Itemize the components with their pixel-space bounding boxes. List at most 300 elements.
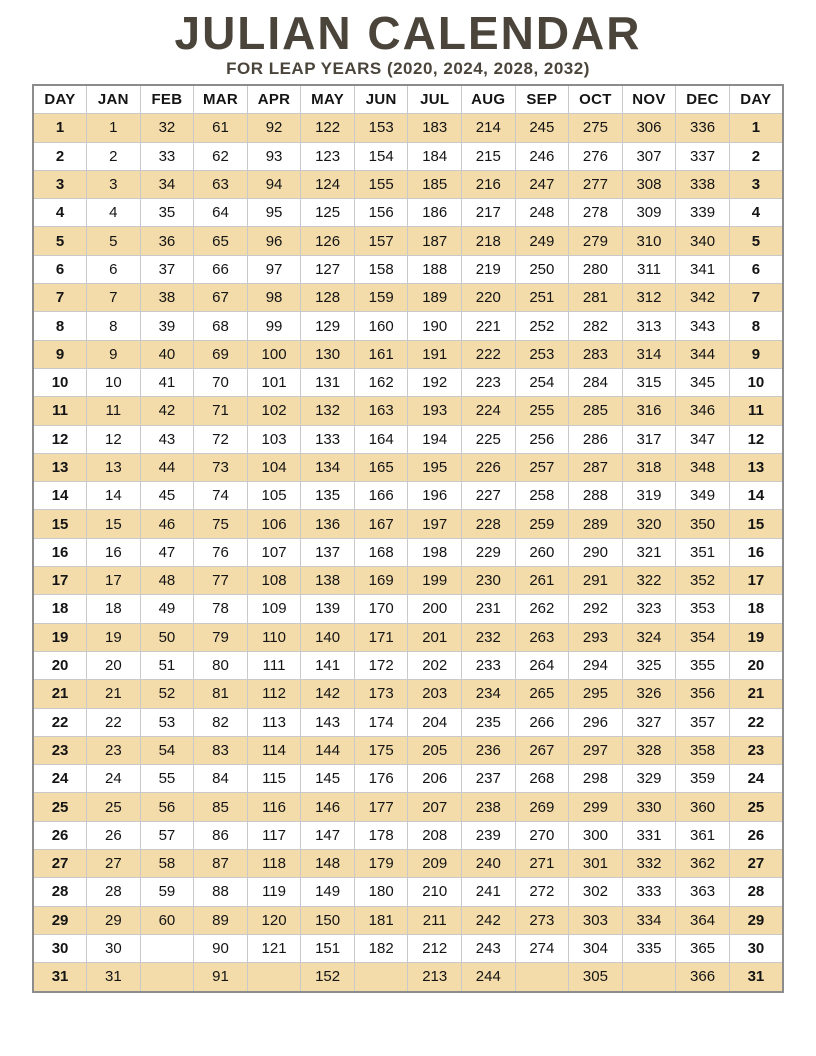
julian-day-cell: 66 xyxy=(194,255,248,283)
day-cell: 22 xyxy=(729,708,783,736)
julian-day-cell: 102 xyxy=(247,397,301,425)
julian-day-cell: 315 xyxy=(622,368,676,396)
day-cell: 29 xyxy=(33,906,87,934)
day-cell: 5 xyxy=(33,227,87,255)
julian-day-cell: 272 xyxy=(515,878,569,906)
julian-day-cell: 167 xyxy=(354,510,408,538)
julian-day-cell: 14 xyxy=(87,482,141,510)
julian-day-cell: 289 xyxy=(569,510,623,538)
day-cell: 31 xyxy=(729,963,783,992)
julian-day-cell: 132 xyxy=(301,397,355,425)
julian-day-cell: 28 xyxy=(87,878,141,906)
julian-day-cell: 68 xyxy=(194,312,248,340)
day-cell: 13 xyxy=(729,453,783,481)
julian-day-cell: 254 xyxy=(515,368,569,396)
julian-day-cell: 56 xyxy=(140,793,194,821)
julian-day-cell: 259 xyxy=(515,510,569,538)
day-cell: 4 xyxy=(729,199,783,227)
julian-day-cell: 326 xyxy=(622,680,676,708)
julian-day-cell: 64 xyxy=(194,199,248,227)
table-row xyxy=(33,708,783,736)
day-cell: 14 xyxy=(729,482,783,510)
julian-calendar-table xyxy=(32,84,784,993)
table-row xyxy=(33,878,783,906)
day-cell: 10 xyxy=(729,368,783,396)
julian-day-cell: 221 xyxy=(462,312,516,340)
julian-day-cell: 101 xyxy=(247,368,301,396)
julian-day-cell: 143 xyxy=(301,708,355,736)
day-cell: 27 xyxy=(33,850,87,878)
julian-day-cell: 142 xyxy=(301,680,355,708)
julian-day-cell: 240 xyxy=(462,850,516,878)
julian-day-cell: 88 xyxy=(194,878,248,906)
julian-day-cell: 242 xyxy=(462,906,516,934)
julian-day-cell: 248 xyxy=(515,199,569,227)
julian-day-cell: 228 xyxy=(462,510,516,538)
julian-day-cell: 119 xyxy=(247,878,301,906)
julian-day-cell: 245 xyxy=(515,114,569,142)
julian-day-cell: 320 xyxy=(622,510,676,538)
julian-day-cell: 140 xyxy=(301,623,355,651)
julian-day-cell: 226 xyxy=(462,453,516,481)
julian-day-cell: 33 xyxy=(140,142,194,170)
julian-day-cell: 284 xyxy=(569,368,623,396)
julian-day-cell: 166 xyxy=(354,482,408,510)
julian-day-cell: 203 xyxy=(408,680,462,708)
julian-day-cell: 227 xyxy=(462,482,516,510)
table-row xyxy=(33,114,783,142)
julian-day-cell: 239 xyxy=(462,821,516,849)
julian-day-cell: 48 xyxy=(140,567,194,595)
julian-day-cell: 331 xyxy=(622,821,676,849)
julian-day-cell: 2 xyxy=(87,142,141,170)
julian-day-cell: 278 xyxy=(569,199,623,227)
day-cell: 2 xyxy=(729,142,783,170)
julian-day-cell: 250 xyxy=(515,255,569,283)
julian-day-cell: 321 xyxy=(622,538,676,566)
julian-day-cell: 349 xyxy=(676,482,730,510)
julian-day-cell: 280 xyxy=(569,255,623,283)
julian-day-cell: 309 xyxy=(622,199,676,227)
julian-day-cell: 172 xyxy=(354,651,408,679)
julian-day-cell: 1 xyxy=(87,114,141,142)
table-row xyxy=(33,397,783,425)
table-row xyxy=(33,312,783,340)
julian-day-cell: 176 xyxy=(354,765,408,793)
julian-day-cell: 306 xyxy=(622,114,676,142)
header-row xyxy=(33,85,783,114)
julian-day-cell: 217 xyxy=(462,199,516,227)
julian-day-cell: 131 xyxy=(301,368,355,396)
julian-day-cell: 332 xyxy=(622,850,676,878)
julian-day-cell: 16 xyxy=(87,538,141,566)
julian-day-cell: 53 xyxy=(140,708,194,736)
julian-day-cell: 215 xyxy=(462,142,516,170)
day-cell: 8 xyxy=(33,312,87,340)
julian-day-cell: 114 xyxy=(247,736,301,764)
julian-day-cell: 125 xyxy=(301,199,355,227)
julian-day-cell: 319 xyxy=(622,482,676,510)
julian-day-cell: 300 xyxy=(569,821,623,849)
julian-day-cell: 124 xyxy=(301,170,355,198)
julian-day-cell: 115 xyxy=(247,765,301,793)
julian-day-cell: 163 xyxy=(354,397,408,425)
julian-day-cell: 6 xyxy=(87,255,141,283)
julian-day-cell: 17 xyxy=(87,567,141,595)
julian-day-cell: 207 xyxy=(408,793,462,821)
table-row xyxy=(33,538,783,566)
julian-day-cell: 190 xyxy=(408,312,462,340)
column-header: MAY xyxy=(301,85,355,114)
julian-day-cell: 225 xyxy=(462,425,516,453)
day-cell: 18 xyxy=(33,595,87,623)
table-row xyxy=(33,850,783,878)
column-header: MAR xyxy=(194,85,248,114)
julian-day-cell: 243 xyxy=(462,934,516,962)
julian-day-cell: 82 xyxy=(194,708,248,736)
day-cell: 18 xyxy=(729,595,783,623)
table-row xyxy=(33,255,783,283)
column-header: JAN xyxy=(87,85,141,114)
day-cell: 7 xyxy=(33,284,87,312)
julian-day-cell: 155 xyxy=(354,170,408,198)
julian-day-cell xyxy=(140,963,194,992)
julian-day-cell: 267 xyxy=(515,736,569,764)
julian-day-cell: 318 xyxy=(622,453,676,481)
table-row xyxy=(33,482,783,510)
julian-day-cell xyxy=(622,963,676,992)
julian-day-cell: 168 xyxy=(354,538,408,566)
day-cell: 9 xyxy=(729,340,783,368)
julian-day-cell: 61 xyxy=(194,114,248,142)
julian-day-cell: 363 xyxy=(676,878,730,906)
julian-day-cell: 45 xyxy=(140,482,194,510)
julian-day-cell: 134 xyxy=(301,453,355,481)
day-cell: 8 xyxy=(729,312,783,340)
julian-day-cell: 150 xyxy=(301,906,355,934)
julian-day-cell: 42 xyxy=(140,397,194,425)
table-row xyxy=(33,765,783,793)
julian-day-cell: 236 xyxy=(462,736,516,764)
julian-day-cell: 178 xyxy=(354,821,408,849)
julian-day-cell: 146 xyxy=(301,793,355,821)
julian-day-cell: 201 xyxy=(408,623,462,651)
julian-day-cell: 123 xyxy=(301,142,355,170)
julian-day-cell: 238 xyxy=(462,793,516,821)
julian-day-cell: 144 xyxy=(301,736,355,764)
julian-day-cell: 161 xyxy=(354,340,408,368)
julian-day-cell: 351 xyxy=(676,538,730,566)
julian-day-cell: 334 xyxy=(622,906,676,934)
julian-day-cell: 350 xyxy=(676,510,730,538)
julian-day-cell: 148 xyxy=(301,850,355,878)
julian-day-cell: 9 xyxy=(87,340,141,368)
table-head xyxy=(33,85,783,114)
julian-day-cell: 57 xyxy=(140,821,194,849)
julian-day-cell: 325 xyxy=(622,651,676,679)
julian-day-cell: 18 xyxy=(87,595,141,623)
julian-day-cell: 36 xyxy=(140,227,194,255)
day-cell: 12 xyxy=(33,425,87,453)
julian-day-cell: 244 xyxy=(462,963,516,992)
julian-day-cell: 241 xyxy=(462,878,516,906)
julian-day-cell: 126 xyxy=(301,227,355,255)
julian-day-cell: 52 xyxy=(140,680,194,708)
julian-day-cell: 32 xyxy=(140,114,194,142)
julian-day-cell: 232 xyxy=(462,623,516,651)
julian-day-cell: 157 xyxy=(354,227,408,255)
julian-day-cell: 174 xyxy=(354,708,408,736)
julian-day-cell: 192 xyxy=(408,368,462,396)
julian-day-cell: 229 xyxy=(462,538,516,566)
day-cell: 23 xyxy=(729,736,783,764)
julian-day-cell: 361 xyxy=(676,821,730,849)
julian-day-cell: 96 xyxy=(247,227,301,255)
julian-day-cell: 348 xyxy=(676,453,730,481)
day-cell: 12 xyxy=(729,425,783,453)
julian-day-cell: 266 xyxy=(515,708,569,736)
day-cell: 28 xyxy=(33,878,87,906)
table-row xyxy=(33,199,783,227)
julian-day-cell: 218 xyxy=(462,227,516,255)
julian-day-cell: 340 xyxy=(676,227,730,255)
julian-day-cell: 121 xyxy=(247,934,301,962)
julian-day-cell: 237 xyxy=(462,765,516,793)
day-cell: 19 xyxy=(729,623,783,651)
julian-day-cell: 290 xyxy=(569,538,623,566)
julian-day-cell: 338 xyxy=(676,170,730,198)
julian-day-cell: 216 xyxy=(462,170,516,198)
julian-day-cell: 23 xyxy=(87,736,141,764)
julian-day-cell: 87 xyxy=(194,850,248,878)
table-row xyxy=(33,680,783,708)
julian-day-cell: 156 xyxy=(354,199,408,227)
julian-day-cell: 209 xyxy=(408,850,462,878)
julian-day-cell: 274 xyxy=(515,934,569,962)
julian-day-cell: 173 xyxy=(354,680,408,708)
julian-day-cell: 335 xyxy=(622,934,676,962)
julian-day-cell: 106 xyxy=(247,510,301,538)
julian-day-cell: 339 xyxy=(676,199,730,227)
julian-day-cell: 55 xyxy=(140,765,194,793)
julian-day-cell: 212 xyxy=(408,934,462,962)
julian-day-cell: 260 xyxy=(515,538,569,566)
table-row xyxy=(33,793,783,821)
julian-day-cell: 5 xyxy=(87,227,141,255)
julian-day-cell: 110 xyxy=(247,623,301,651)
julian-day-cell: 283 xyxy=(569,340,623,368)
julian-day-cell: 117 xyxy=(247,821,301,849)
julian-day-cell: 24 xyxy=(87,765,141,793)
column-header: NOV xyxy=(622,85,676,114)
julian-day-cell: 107 xyxy=(247,538,301,566)
julian-day-cell: 322 xyxy=(622,567,676,595)
julian-day-cell: 85 xyxy=(194,793,248,821)
julian-day-cell: 199 xyxy=(408,567,462,595)
column-header: DAY xyxy=(729,85,783,114)
julian-day-cell: 195 xyxy=(408,453,462,481)
julian-day-cell: 265 xyxy=(515,680,569,708)
column-header: APR xyxy=(247,85,301,114)
julian-day-cell: 25 xyxy=(87,793,141,821)
julian-day-cell: 109 xyxy=(247,595,301,623)
julian-day-cell: 95 xyxy=(247,199,301,227)
julian-day-cell: 294 xyxy=(569,651,623,679)
julian-day-cell: 247 xyxy=(515,170,569,198)
table-row xyxy=(33,651,783,679)
julian-day-cell: 31 xyxy=(87,963,141,992)
julian-day-cell: 179 xyxy=(354,850,408,878)
julian-day-cell: 91 xyxy=(194,963,248,992)
julian-day-cell: 204 xyxy=(408,708,462,736)
julian-day-cell: 234 xyxy=(462,680,516,708)
julian-day-cell: 135 xyxy=(301,482,355,510)
day-cell: 24 xyxy=(729,765,783,793)
julian-day-cell: 316 xyxy=(622,397,676,425)
julian-day-cell: 359 xyxy=(676,765,730,793)
julian-day-cell: 310 xyxy=(622,227,676,255)
julian-day-cell: 165 xyxy=(354,453,408,481)
julian-day-cell: 69 xyxy=(194,340,248,368)
day-cell: 17 xyxy=(729,567,783,595)
julian-day-cell: 231 xyxy=(462,595,516,623)
julian-day-cell: 62 xyxy=(194,142,248,170)
julian-day-cell: 211 xyxy=(408,906,462,934)
julian-day-cell: 138 xyxy=(301,567,355,595)
julian-day-cell: 286 xyxy=(569,425,623,453)
julian-day-cell: 345 xyxy=(676,368,730,396)
julian-day-cell: 219 xyxy=(462,255,516,283)
julian-day-cell: 193 xyxy=(408,397,462,425)
julian-day-cell: 307 xyxy=(622,142,676,170)
julian-day-cell: 47 xyxy=(140,538,194,566)
day-cell: 24 xyxy=(33,765,87,793)
julian-day-cell: 70 xyxy=(194,368,248,396)
julian-day-cell: 151 xyxy=(301,934,355,962)
julian-day-cell: 194 xyxy=(408,425,462,453)
table-row xyxy=(33,567,783,595)
julian-day-cell: 26 xyxy=(87,821,141,849)
column-header: JUL xyxy=(408,85,462,114)
julian-day-cell: 185 xyxy=(408,170,462,198)
julian-day-cell: 344 xyxy=(676,340,730,368)
julian-day-cell: 59 xyxy=(140,878,194,906)
table-row xyxy=(33,934,783,962)
column-header: AUG xyxy=(462,85,516,114)
table-row xyxy=(33,906,783,934)
julian-day-cell: 181 xyxy=(354,906,408,934)
julian-day-cell: 105 xyxy=(247,482,301,510)
day-cell: 14 xyxy=(33,482,87,510)
julian-day-cell: 83 xyxy=(194,736,248,764)
julian-day-cell: 329 xyxy=(622,765,676,793)
julian-day-cell: 314 xyxy=(622,340,676,368)
julian-day-cell: 65 xyxy=(194,227,248,255)
julian-day-cell: 184 xyxy=(408,142,462,170)
julian-day-cell: 94 xyxy=(247,170,301,198)
column-header: SEP xyxy=(515,85,569,114)
day-cell: 26 xyxy=(33,821,87,849)
day-cell: 2 xyxy=(33,142,87,170)
julian-day-cell: 258 xyxy=(515,482,569,510)
julian-day-cell: 356 xyxy=(676,680,730,708)
julian-day-cell: 89 xyxy=(194,906,248,934)
julian-day-cell: 104 xyxy=(247,453,301,481)
julian-day-cell: 264 xyxy=(515,651,569,679)
julian-day-cell: 275 xyxy=(569,114,623,142)
julian-day-cell: 81 xyxy=(194,680,248,708)
table-row xyxy=(33,453,783,481)
julian-day-cell: 127 xyxy=(301,255,355,283)
julian-day-cell: 330 xyxy=(622,793,676,821)
julian-day-cell: 73 xyxy=(194,453,248,481)
column-header: OCT xyxy=(569,85,623,114)
julian-day-cell: 210 xyxy=(408,878,462,906)
julian-day-cell: 366 xyxy=(676,963,730,992)
julian-day-cell: 49 xyxy=(140,595,194,623)
julian-day-cell: 116 xyxy=(247,793,301,821)
julian-day-cell: 75 xyxy=(194,510,248,538)
column-header: JUN xyxy=(354,85,408,114)
julian-day-cell: 58 xyxy=(140,850,194,878)
day-cell: 13 xyxy=(33,453,87,481)
julian-day-cell: 154 xyxy=(354,142,408,170)
julian-day-cell: 365 xyxy=(676,934,730,962)
julian-day-cell: 282 xyxy=(569,312,623,340)
julian-day-cell: 4 xyxy=(87,199,141,227)
table-row xyxy=(33,510,783,538)
julian-day-cell: 303 xyxy=(569,906,623,934)
julian-day-cell xyxy=(515,963,569,992)
julian-day-cell: 246 xyxy=(515,142,569,170)
julian-day-cell: 147 xyxy=(301,821,355,849)
julian-day-cell: 188 xyxy=(408,255,462,283)
julian-day-cell: 54 xyxy=(140,736,194,764)
julian-day-cell: 118 xyxy=(247,850,301,878)
julian-day-cell: 164 xyxy=(354,425,408,453)
julian-day-cell: 130 xyxy=(301,340,355,368)
julian-day-cell: 145 xyxy=(301,765,355,793)
day-cell: 21 xyxy=(729,680,783,708)
julian-day-cell: 19 xyxy=(87,623,141,651)
julian-day-cell: 261 xyxy=(515,567,569,595)
julian-day-cell: 305 xyxy=(569,963,623,992)
julian-day-cell: 84 xyxy=(194,765,248,793)
julian-day-cell: 77 xyxy=(194,567,248,595)
julian-day-cell: 295 xyxy=(569,680,623,708)
julian-day-cell: 323 xyxy=(622,595,676,623)
julian-day-cell: 160 xyxy=(354,312,408,340)
page-title: JULIAN CALENDAR xyxy=(174,7,642,59)
julian-day-cell: 38 xyxy=(140,284,194,312)
julian-day-cell xyxy=(140,934,194,962)
julian-day-cell: 15 xyxy=(87,510,141,538)
julian-day-cell: 122 xyxy=(301,114,355,142)
julian-day-cell: 111 xyxy=(247,651,301,679)
day-cell: 11 xyxy=(729,397,783,425)
day-cell: 6 xyxy=(729,255,783,283)
julian-day-cell: 288 xyxy=(569,482,623,510)
julian-day-cell: 235 xyxy=(462,708,516,736)
julian-day-cell: 298 xyxy=(569,765,623,793)
table-row xyxy=(33,963,783,992)
julian-day-cell: 108 xyxy=(247,567,301,595)
julian-day-cell: 99 xyxy=(247,312,301,340)
julian-day-cell: 128 xyxy=(301,284,355,312)
julian-day-cell: 343 xyxy=(676,312,730,340)
julian-day-cell: 177 xyxy=(354,793,408,821)
julian-day-cell: 37 xyxy=(140,255,194,283)
